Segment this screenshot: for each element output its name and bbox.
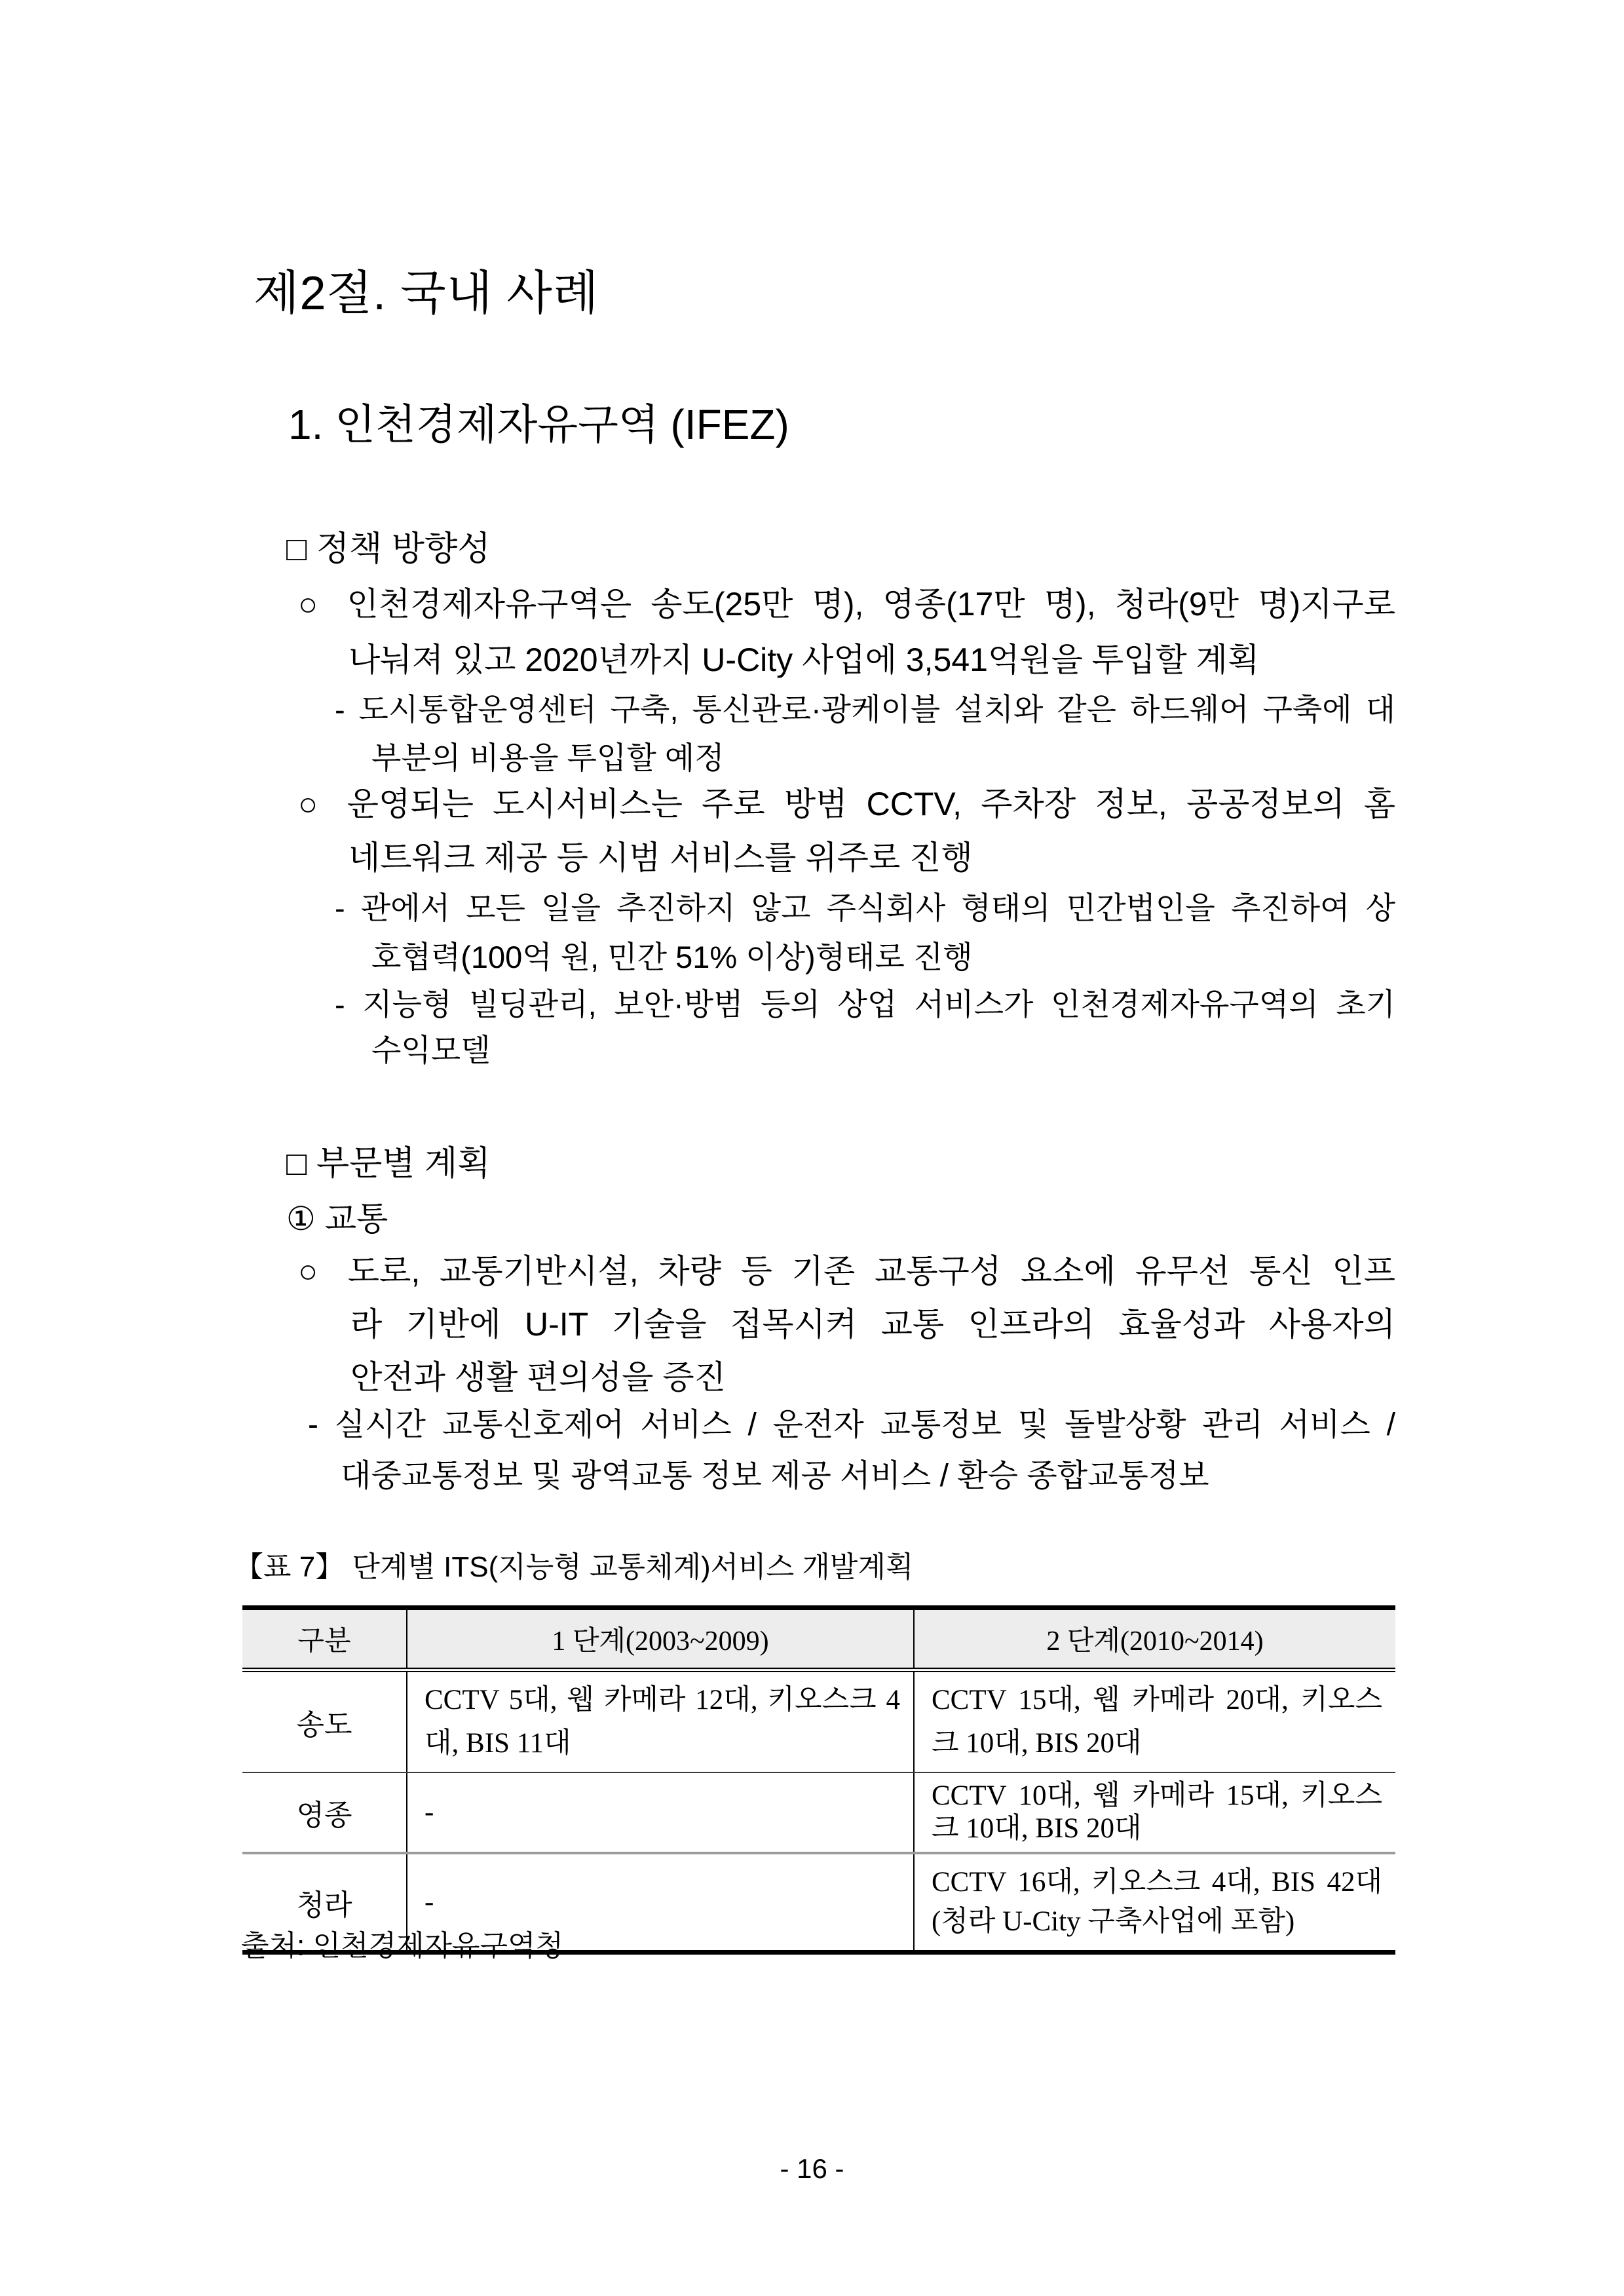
column-header-phase2: 2 단계(2010~2014): [914, 1608, 1395, 1670]
paragraph-line: - 지능형 빌딩관리, 보안·방범 등의 상업 서비스가 인천경제자유구역의 초기: [335, 987, 1395, 1022]
table-caption: 【표 7】 단계별 ITS(지능형 교통체계)서비스 개발계획: [235, 1551, 914, 1583]
paragraph-line: 네트워크 제공 등 시범 서비스를 위주로 진행: [349, 839, 973, 876]
table-row-yeongjong: [242, 1772, 1395, 1853]
column-header-category: 구분: [242, 1608, 407, 1670]
paragraph-line: 대중교통정보 및 광역교통 정보 제공 서비스 / 환승 종합교통정보: [341, 1459, 1209, 1493]
paragraph-line: 수익모델: [371, 1033, 491, 1067]
policy-subitem-1: [335, 685, 1395, 782]
section-title: 제2절. 국내 사례: [254, 267, 599, 320]
its-plan-table: [242, 1605, 1395, 1955]
paragraph-line: 부분의 비용을 투입할 예정: [371, 740, 725, 775]
paragraph-line: - 관에서 모든 일을 추진하지 않고 주식회사 형태의 민간법인을 추진하여 상: [335, 890, 1395, 925]
policy-subitem-3: [335, 982, 1395, 1073]
row-label: 청라: [296, 1889, 352, 1921]
sector-plan-heading: □ 부문별 계획: [286, 1145, 491, 1183]
paragraph-line: - 도시통합운영센터 구축, 통신관로·광케이블 설치와 같은 하드웨어 구축에 대: [335, 692, 1395, 727]
row-label: 영종: [242, 1772, 407, 1853]
phase1-cell: -: [407, 1772, 914, 1853]
paragraph-line: ○ 운영되는 도시서비스는 주로 방범 CCTV, 주차장 정보, 공공정보의 홈: [298, 786, 1395, 822]
paragraph-line: 라 기반에 U-IT 기술을 접목시켜 교통 인프라의 효율성과 사용자의: [350, 1306, 1395, 1343]
transport-paragraph-1: [298, 1245, 1395, 1404]
paragraph-line: 안전과 생활 편의성을 증진: [350, 1359, 726, 1396]
phase1-cell: CCTV 5대, 웹 카메라 12대, 키오스크 4대, BIS 11대: [407, 1670, 914, 1773]
table-row-songdo: [242, 1670, 1395, 1773]
paragraph-line: ○ 인천경제자유구역은 송도(25만 명), 영종(17만 명), 청라(9만 명)지구로: [298, 586, 1395, 622]
its-plan-table-container: [242, 1605, 1395, 1955]
policy-subitem-2: [335, 883, 1395, 982]
phase2-cell: CCTV 16대, 키오스크 4대, BIS 42대(청라 U-City 구축사업에 포함): [914, 1853, 1395, 1953]
policy-paragraph-1: [298, 577, 1395, 688]
transport-item-heading: ① 교통: [286, 1200, 388, 1237]
page-number: - 16 -: [780, 2153, 844, 2184]
transport-subitem-1: [308, 1400, 1395, 1502]
table-source: 출처: 인천경제자유구역청: [241, 1930, 563, 1962]
row-label: 송도: [242, 1670, 407, 1773]
paragraph-line: ○ 도로, 교통기반시설, 차량 등 기존 교통구성 요소에 유무선 통신 인프: [298, 1253, 1395, 1290]
paragraph-line: 호협력(100억 원, 민간 51% 이상)형태로 진행: [371, 940, 973, 974]
paragraph-line: - 실시간 교통신호제어 서비스 / 운전자 교통정보 및 돌발상황 관리 서비스 /: [308, 1407, 1395, 1442]
policy-heading: □ 정책 방향성: [286, 530, 491, 568]
phase2-cell: CCTV 10대, 웹 카메라 15대, 키오스크 10대, BIS 20대: [914, 1772, 1395, 1853]
phase1-cell: -: [407, 1853, 914, 1953]
subsection-title: 1. 인천경제자유구역 (IFEZ): [288, 401, 789, 448]
paragraph-line: 나눠져 있고 2020년까지 U-City 사업에 3,541억원을 투입할 계획: [349, 641, 1260, 678]
column-header-phase1: 1 단계(2003~2009): [407, 1608, 914, 1670]
phase2-cell: CCTV 15대, 웹 카메라 20대, 키오스크 10대, BIS 20대: [914, 1670, 1395, 1773]
table-header-row: [242, 1608, 1395, 1670]
policy-paragraph-2: [298, 777, 1395, 885]
